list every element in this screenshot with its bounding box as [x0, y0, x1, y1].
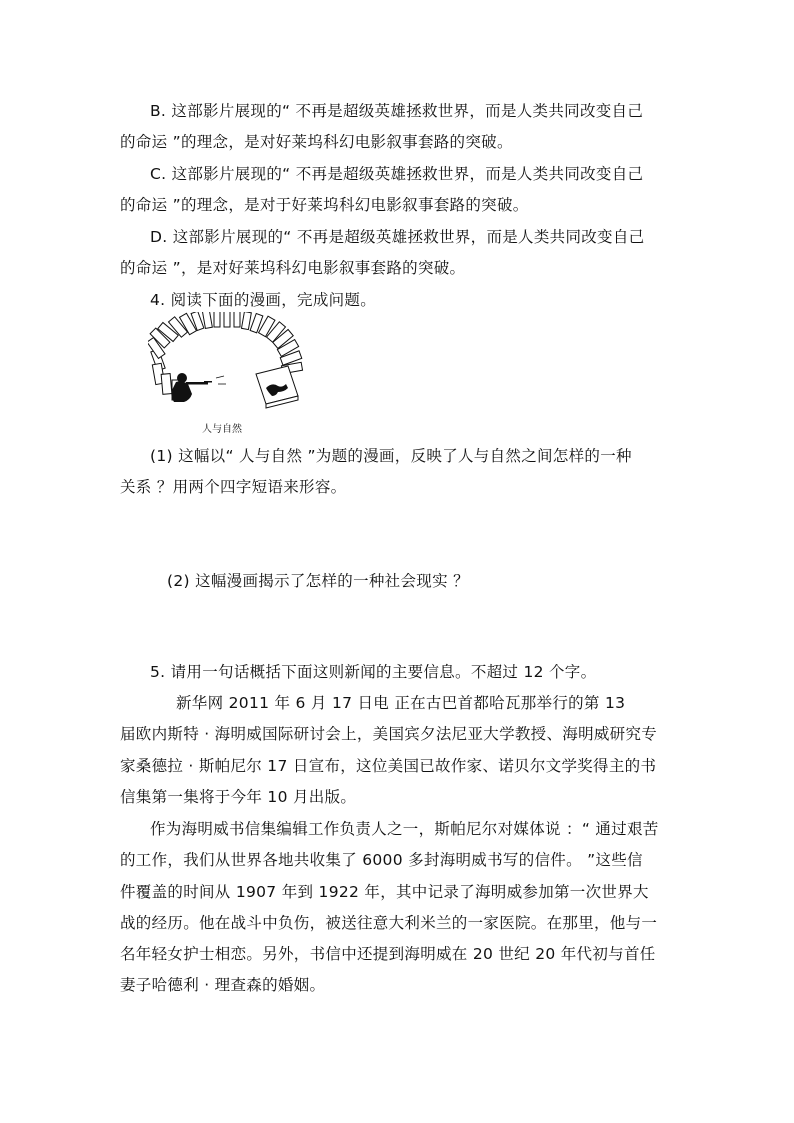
news-p2-line-2: 的工作，我们从世界各地共收集了 6000 多封海明威书写的信件。 ”这些信: [120, 851, 643, 869]
news-p1-line-2: 届欧内斯特 · 海明威国际研讨会上，美国宾夕法尼亚大学教授、海明威研究专: [120, 725, 658, 743]
domino-hunter-cartoon: [148, 312, 310, 412]
news-p2-line-1: 作为海明威书信集编辑工作负责人之一，斯帕尼尔对媒体说 ：“ 通过艰苦: [150, 820, 659, 838]
cartoon-caption: 人与自然: [202, 424, 242, 435]
option-d-line-2: 的命运 ”，是对好莱坞科幻电影叙事套路的突破。: [120, 259, 466, 277]
question-4-sub1-line-2: 关系 ？用两个四字短语来形容。: [120, 478, 347, 496]
news-p2-line-4: 战的经历。他在战斗中负伤，被送往意大利米兰的一家医院。在那里，他与一: [120, 914, 658, 932]
news-p1-line-3: 家桑德拉 · 斯帕尼尔 17 日宣布，这位美国已故作家、诺贝尔文学奖得主的书: [120, 757, 657, 775]
option-d-line-1: D. 这部影片展现的“ 不再是超级英雄拯救世界，而是人类共同改变自己: [150, 228, 645, 246]
news-p2-line-6: 妻子哈德利 · 理查森的婚姻。: [120, 976, 326, 994]
option-c-line-1: C. 这部影片展现的“ 不再是超级英雄拯救世界，而是人类共同改变自己: [150, 165, 644, 183]
option-b-line-1: B. 这部影片展现的“ 不再是超级英雄拯救世界，而是人类共同改变自己: [150, 102, 644, 120]
question-5-stem: 5. 请用一句话概括下面这则新闻的主要信息。不超过 12 个字。: [150, 663, 597, 681]
option-c-line-2: 的命运 ”的理念，是对于好莱坞科幻电影叙事套路的突破。: [120, 196, 529, 214]
question-4-stem: 4. 阅读下面的漫画，完成问题。: [150, 291, 377, 309]
option-b-line-2: 的命运 ”的理念，是对好莱坞科幻电影叙事套路的突破。: [120, 133, 513, 151]
question-4-sub1-line-1: (1) 这幅以“ 人与自然 ”为题的漫画，反映了人与自然之间怎样的一种: [150, 447, 632, 465]
news-p2-line-3: 件覆盖的时间从 1907 年到 1922 年，其中记录了海明威参加第一次世界大: [120, 883, 649, 901]
question-4-sub2: (2) 这幅漫画揭示了怎样的一种社会现实 ？: [167, 572, 469, 590]
news-p1-line-1: 新华网 2011 年 6 月 17 日电 正在古巴首都哈瓦那举行的第 13: [176, 694, 626, 712]
news-p1-line-4: 信集第一集将于今年 10 月出版。: [120, 788, 357, 806]
news-p2-line-5: 名年轻女护士相恋。另外，书信中还提到海明威在 20 世纪 20 年代初与首任: [120, 945, 656, 963]
